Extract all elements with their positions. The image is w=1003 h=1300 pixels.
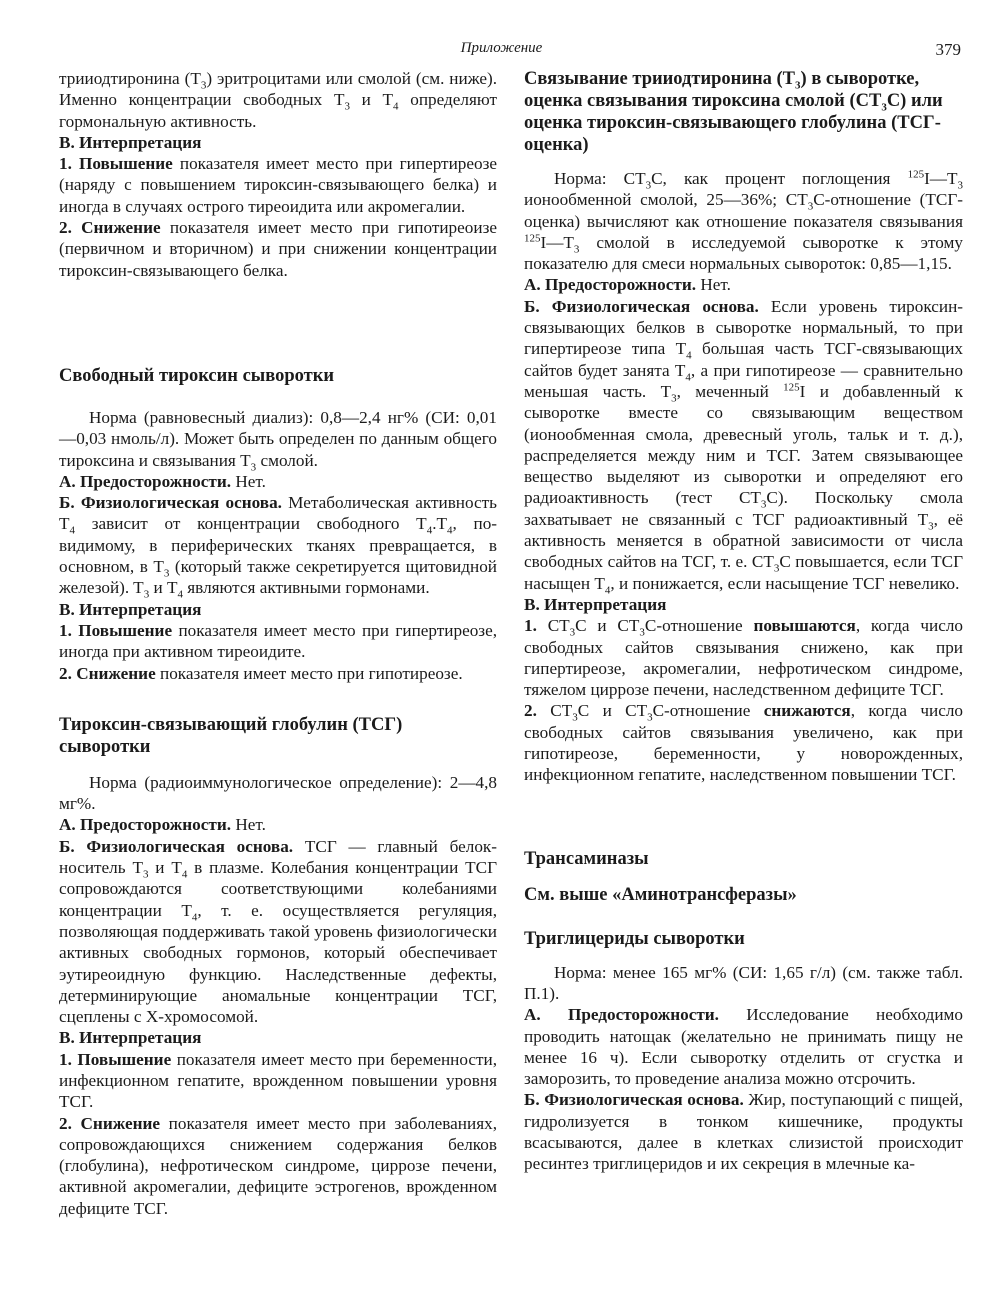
physiological-basis: Б. Физиологическая основа. Метаболическая активность $T_4$ зависит от концентрации свободного $T_4.T_4$, по-видимому, в периферических тканях превращается, в основном, в $T_3$ (который также секретируется щитовидной железой). $T_3$ и $T_4$ являются активными гормонами. [59,493,498,601]
precautions: А. Предосторожности. Нет. [524,275,731,295]
interpretation-item: 1. $CT_3C$ и $CT_3C$-отношение повышаются, когда число свободных сайтов связывания снижено, как при гипертиреозе, акромегалии, нефротическом синдроме, тяжелом циррозе печени, наследственном дефиците ТСГ. [524,616,964,700]
precautions: А. Предосторожности. Нет. [59,815,266,835]
interpretation-item: 2. Снижение показателя имеет место при гипотиреоизе (первичном и вторичном) и при снижении концентрации тироксин-связывающего белка. [59,218,497,280]
interpretation-item: 1. Повышение показателя имеет место при гипертиреозе (наряду с повышением тироксин-связывающего белка) и иногда в случаях острого тиреоидита или акромегалии. [59,154,498,216]
norm-paragraph: Норма (радиоиммунологическое определение): 2—4,8 мг%. [59,772,497,814]
precautions: А. Предосторожности. Исследование необходимо проводить натощак (желательно не принимать пищу не менее 16 ч). Если сыворотку отделить от сгустка и заморозить, то проведение анализа можно отсрочить. [524,1005,963,1089]
norm-paragraph: Норма (равновесный диализ): 0,8—2,4 нг% (СИ: 0,01—0,03 нмоль/л). Может быть определен по данным общего тироксина и связывания $T_3$ смолой. [59,407,497,473]
section-title-free-thyroxine: Свободный тироксин сыворотки [59,365,335,386]
interpretation-heading: В. Интерпретация [59,599,202,619]
interpretation-heading: В. Интерпретация [59,132,202,152]
page-header [0,40,1003,64]
norm-paragraph: Норма: $CT_3C$, как процент поглощения $^{125}I—T_3$ ионообменной смолой, 25—36%; $CT_3C$-отношение (ТСГ-оценка) вычисляют как отношение показателя связывания $^{125}I—T_3$ смолой в исследуемой сыворотке к этому показателю для смеси нормальных сывороток: 0,85—1,15. [524,168,963,274]
left-column [59,68,497,1219]
physiological-basis: Б. Физиологическая основа. ТСГ — главный белок-носитель $T_3$ и $T_4$ в плазме. Колебания концентрации ТСГ сопровождаются соответствующими колебаниями концентрации $T_4$, т. е. осуществляется регуляция, позволяющая поддерживать такой уровень физиологически активных свободных гормонов, который обеспечивает эутиреоидную функцию. Наследственные дефекты, детерминирующие аномальные концентрации ТСГ, сцеплены с X-хромосомой. [59,836,498,1027]
cross-reference: См. выше «Аминотрансферазы» [524,884,797,905]
interpretation-item: 2. $CT_3C$ и $CT_3C$-отношение снижаются, когда число свободных сайтов связывания увеличено, как при гипотиреозе, беременности, у новорожденных, инфекционном гепатите, наследственном повышении ТСГ. [524,701,964,785]
right-column [524,68,963,1175]
section-title-tbg: Тироксин-связывающий глобулин (ТСГ) сыворотки [59,714,403,757]
norm-paragraph: Норма: менее 165 мг% (СИ: 1,65 г/л) (см. также табл. П.1). [524,962,963,1003]
interpretation-heading: В. Интерпретация [524,594,667,614]
physiological-basis: Б. Физиологическая основа. Жир, поступающий с пищей, гидролизуется в тонком кишечнике, продукты всасываются, далее в клетках слизистой происходит ресинтез триглицеридов и их секреция в млечные ка- [524,1090,964,1174]
interpretation-item: 2. Снижение показателя имеет место при гипотиреозе. [59,663,463,683]
page-number: 379 [935,40,961,59]
running-title: Приложение [460,40,543,56]
section-title-transaminases: Трансаминазы [524,848,649,869]
section-title-triglycerides: Триглицериды сыворотки [524,928,745,949]
interpretation-item: 2. Снижение показателя имеет место при заболеваниях, сопровождающихся снижением содержания белков (глобулина), нефротическом синдроме, циррозе печени, активной акромегалии, дефиците эстрогенов, врожденном дефиците ТСГ. [59,1113,497,1218]
physiological-basis: Б. Физиологическая основа. Если уровень тироксин-связывающих белков в сыворотке нормальный, то при гипертиреозе типа $T_4$ большая часть ТСГ-связывающих сайтов будет занята $T_4$, а при гипотиреозе — сравнительно меньшая часть. $T_3$, меченный $^{125}$I и добавленный к сыворотке вместе со связывающим веществом (ионообменная смола, древесный уголь, тальк и т. д.), распределяется между ним и ТСГ. Затем связывающее вещество выделяют из сыворотки и определяют его радиоактивность (тест $CT_3C$). Поскольку смола захватывает не связанный с ТСГ радиоактивный $T_3$, её активность меняется в обратной зависимости от числа свободных сайтов на ТСГ, т. е. $CT_3C$ повышается, если ТСГ насыщен $T_4$, и понижается, если насыщение ТСГ невелико. [524,296,964,597]
precautions: А. Предосторожности. Нет. [59,471,266,491]
section-title-t3-uptake: Связывание трииодтиронина $(T_3)$ в сыворотке, оценка связывания тироксина смолой $(CT_3C)$ или оценка тироксин-связывающего глобулина (ТСГ-оценка) [524,69,943,155]
paragraph: трииодтиронина $(T_3)$ эритроцитами или смолой (см. ниже). Именно концентрации свободных $T_3$ и $T_4$ определяют гормональную активность. [59,69,497,131]
interpretation-item: 1. Повышение показателя имеет место при гипертиреозе, иногда при активном тиреоидите. [59,620,497,662]
interpretation-item: 1. Повышение показателя имеет место при беременности, инфекционном гепатите, врожденном повышении уровня ТСГ. [59,1049,497,1112]
interpretation-heading: В. Интерпретация [59,1028,202,1048]
